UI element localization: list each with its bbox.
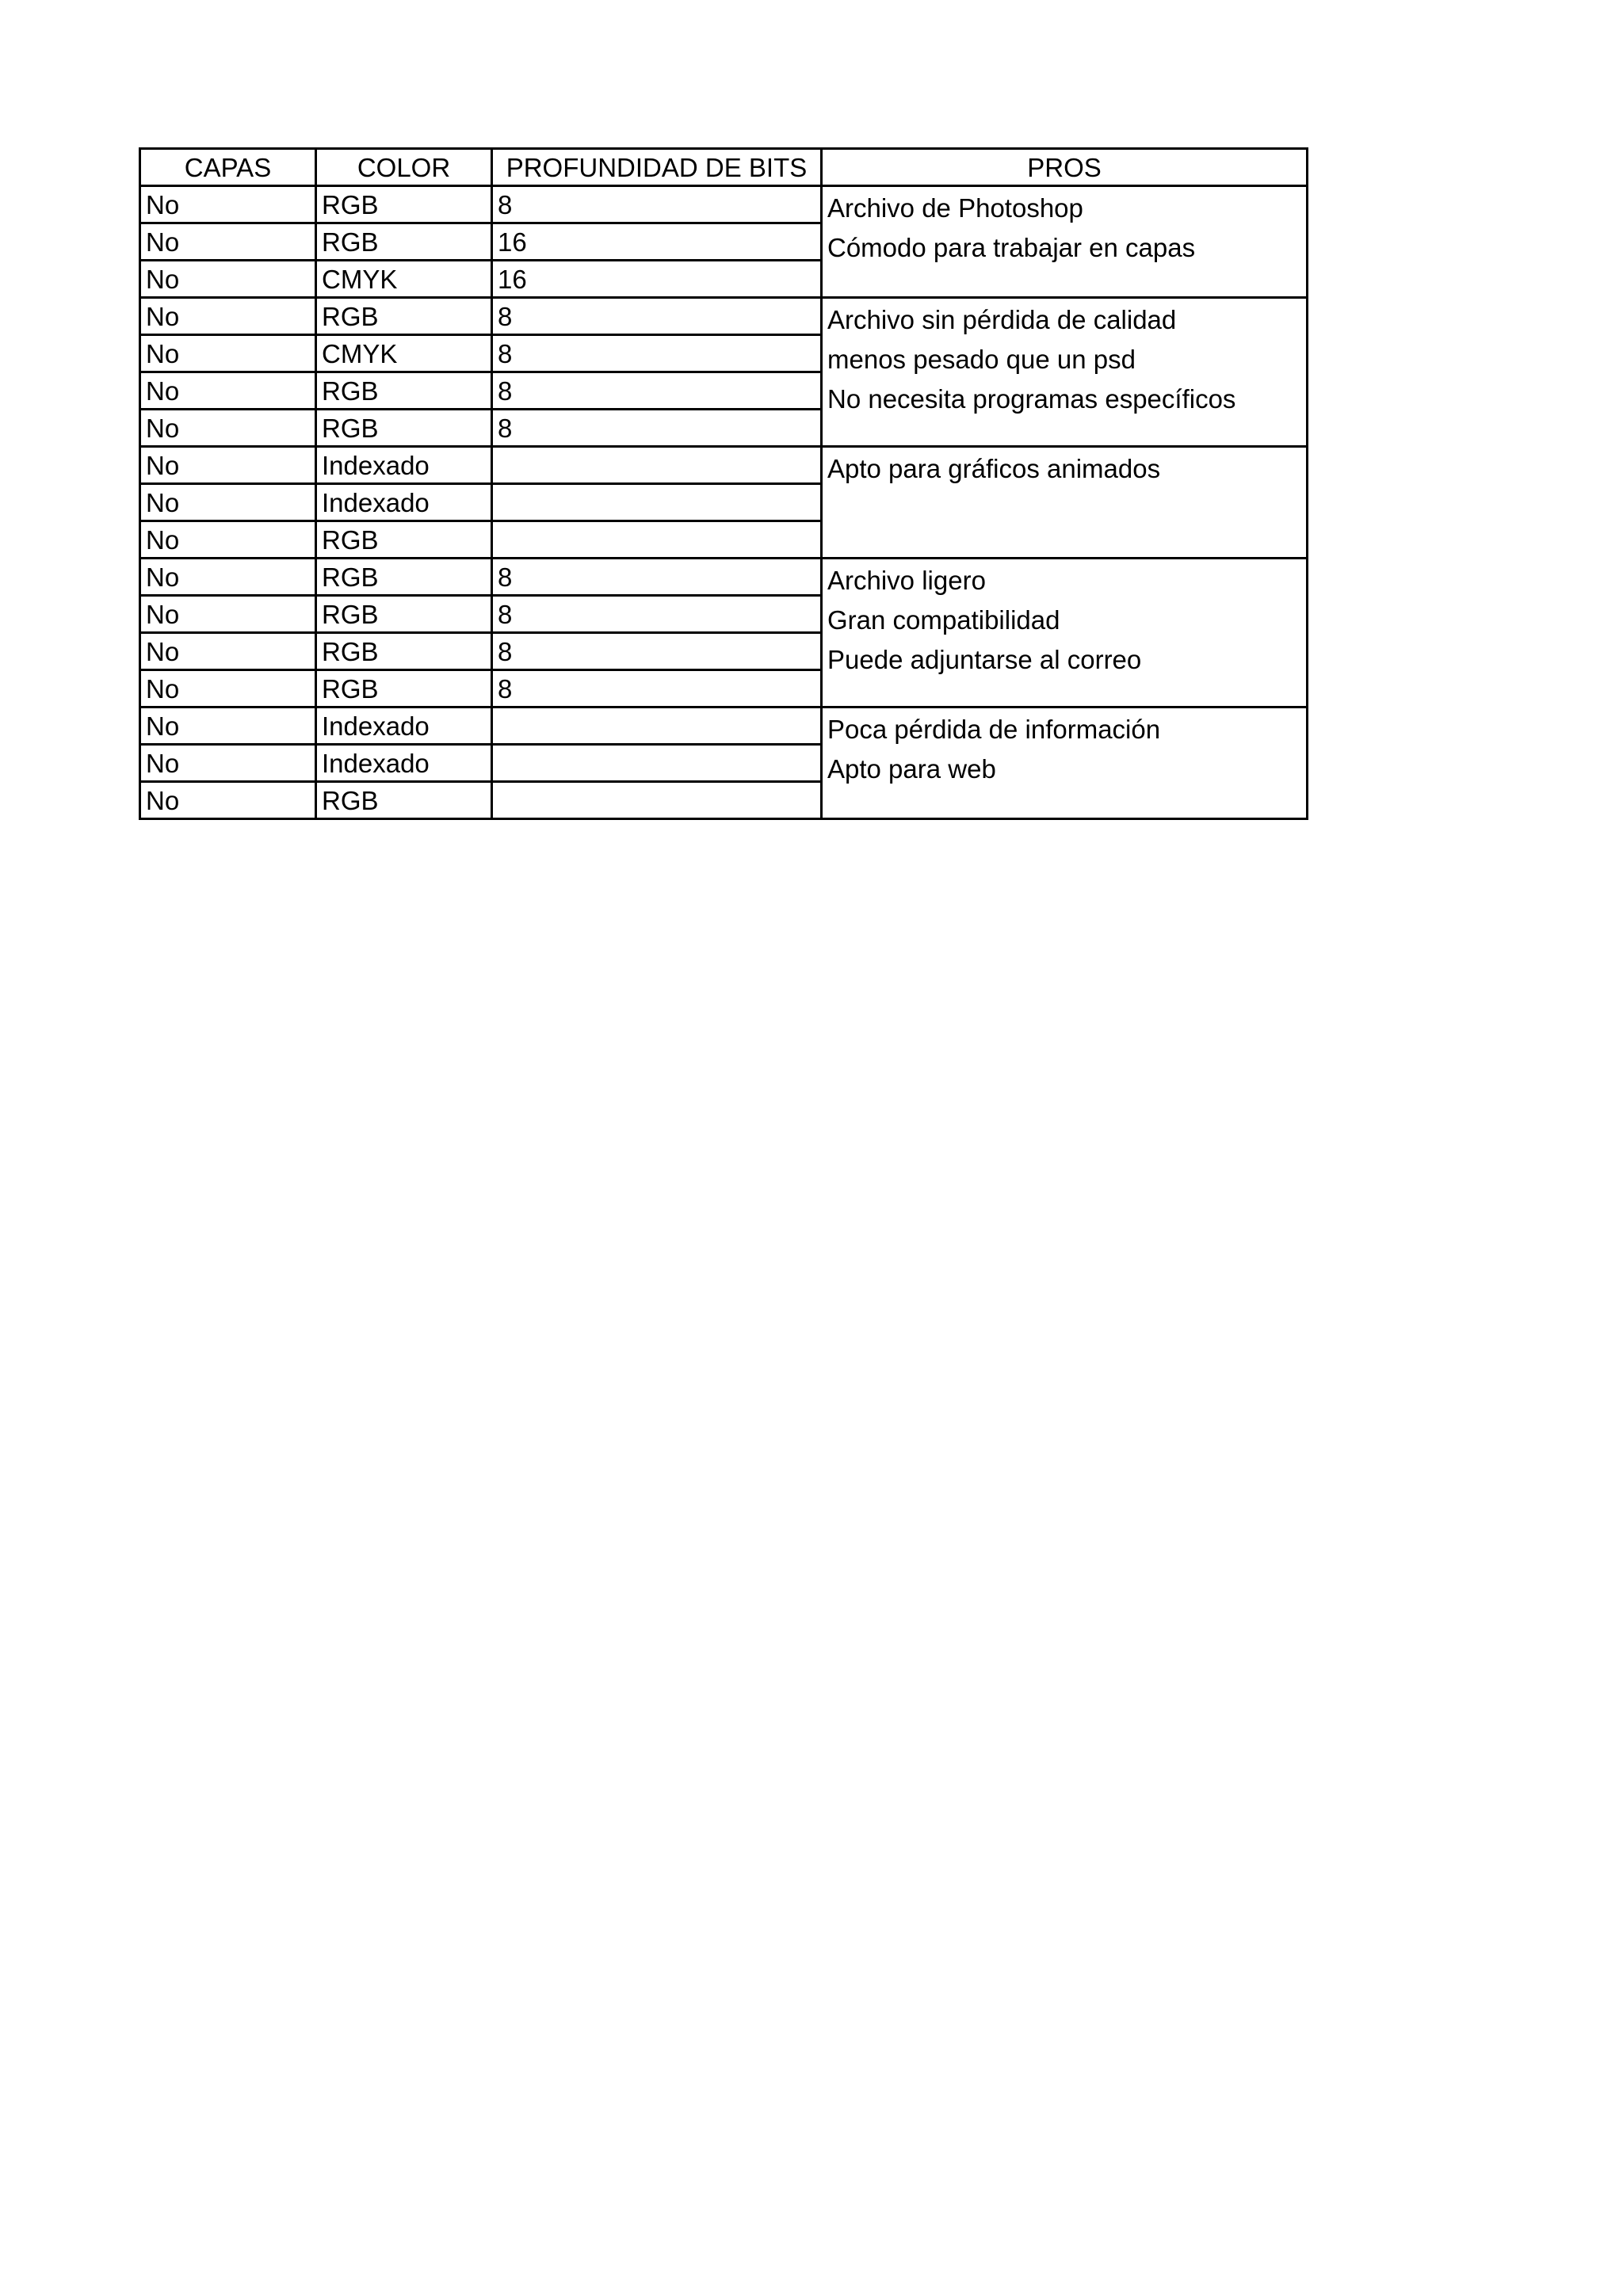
format-comparison-table	[139, 147, 1308, 820]
table-row	[140, 707, 1308, 745]
cell-color: RGB	[316, 633, 492, 670]
cell-color: RGB	[316, 782, 492, 819]
cell-pros-group	[822, 447, 1308, 559]
cell-pros-group	[822, 559, 1308, 707]
cell-bits	[492, 484, 822, 521]
header-pros: PROS	[822, 149, 1308, 186]
cell-bits: 16	[492, 223, 822, 261]
cell-bits	[492, 782, 822, 819]
cell-color: Indexado	[316, 447, 492, 484]
cell-capas: No	[140, 670, 316, 707]
cell-color: RGB	[316, 298, 492, 335]
cell-capas: No	[140, 335, 316, 372]
pros-line: Poca pérdida de información	[827, 715, 1161, 744]
cell-bits: 8	[492, 670, 822, 707]
table-row	[140, 298, 1308, 335]
cell-capas: No	[140, 447, 316, 484]
cell-color: Indexado	[316, 707, 492, 745]
pros-line: No necesita programas específicos	[827, 384, 1236, 414]
cell-capas: No	[140, 745, 316, 782]
cell-bits: 8	[492, 559, 822, 596]
cell-color: Indexado	[316, 484, 492, 521]
pros-line: Apto para gráficos animados	[827, 454, 1161, 483]
cell-bits	[492, 707, 822, 745]
header-capas: CAPAS	[140, 149, 316, 186]
pros-line: Gran compatibilidad	[827, 605, 1060, 635]
cell-capas: No	[140, 410, 316, 447]
cell-bits	[492, 447, 822, 484]
pros-line: Apto para web	[827, 754, 996, 784]
cell-capas: No	[140, 521, 316, 559]
cell-bits: 16	[492, 261, 822, 298]
pros-line: Cómodo para trabajar en capas	[827, 233, 1196, 262]
cell-capas: No	[140, 261, 316, 298]
cell-color: RGB	[316, 559, 492, 596]
table-body	[140, 186, 1308, 819]
cell-color: RGB	[316, 223, 492, 261]
cell-bits	[492, 521, 822, 559]
header-row	[140, 149, 1308, 186]
cell-color: RGB	[316, 410, 492, 447]
pros-line: Puede adjuntarse al correo	[827, 645, 1142, 674]
cell-bits	[492, 745, 822, 782]
table-header	[140, 149, 1308, 186]
cell-color: CMYK	[316, 261, 492, 298]
cell-color: RGB	[316, 596, 492, 633]
cell-bits: 8	[492, 298, 822, 335]
cell-bits: 8	[492, 596, 822, 633]
cell-bits: 8	[492, 633, 822, 670]
table-row	[140, 447, 1308, 484]
header-color: COLOR	[316, 149, 492, 186]
cell-capas: No	[140, 372, 316, 410]
pros-line: Archivo sin pérdida de calidad	[827, 305, 1177, 334]
cell-capas: No	[140, 596, 316, 633]
cell-capas: No	[140, 782, 316, 819]
cell-bits: 8	[492, 410, 822, 447]
header-bits: PROFUNDIDAD DE BITS	[492, 149, 822, 186]
cell-capas: No	[140, 633, 316, 670]
cell-pros-group	[822, 707, 1308, 819]
cell-capas: No	[140, 707, 316, 745]
table-row	[140, 186, 1308, 223]
cell-bits: 8	[492, 372, 822, 410]
pros-line: Archivo de Photoshop	[827, 193, 1083, 223]
cell-capas: No	[140, 186, 316, 223]
cell-color: RGB	[316, 670, 492, 707]
cell-color: RGB	[316, 186, 492, 223]
pros-line: menos pesado que un psd	[827, 345, 1136, 374]
cell-capas: No	[140, 223, 316, 261]
cell-color: RGB	[316, 521, 492, 559]
cell-capas: No	[140, 484, 316, 521]
pros-line: Archivo ligero	[827, 566, 986, 595]
cell-bits: 8	[492, 335, 822, 372]
cell-pros-group	[822, 186, 1308, 298]
cell-pros-group	[822, 298, 1308, 447]
table-row	[140, 559, 1308, 596]
cell-color: RGB	[316, 372, 492, 410]
cell-bits: 8	[492, 186, 822, 223]
cell-capas: No	[140, 298, 316, 335]
cell-capas: No	[140, 559, 316, 596]
cell-color: Indexado	[316, 745, 492, 782]
cell-color: CMYK	[316, 335, 492, 372]
